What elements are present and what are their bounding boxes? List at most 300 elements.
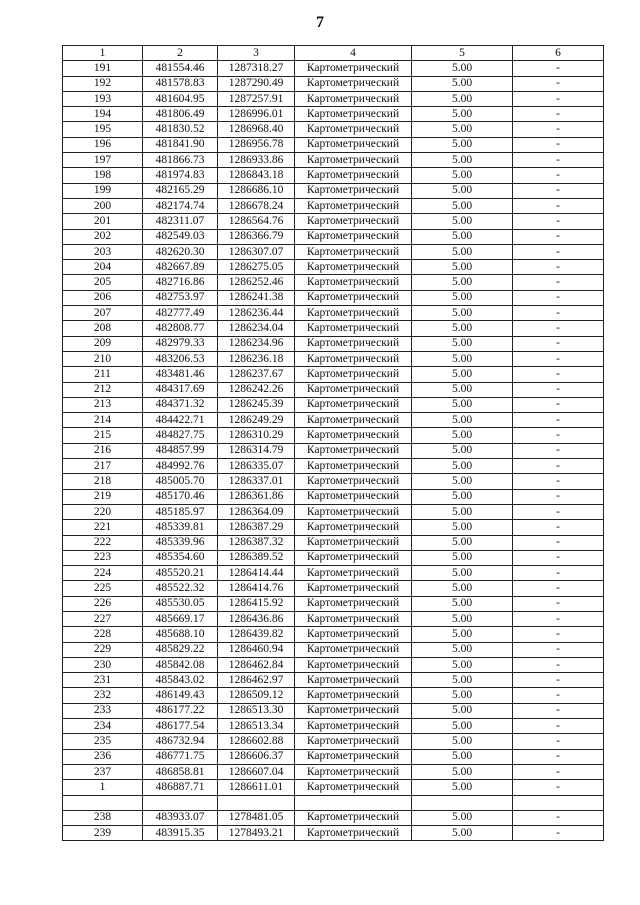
table-cell: 1286513.34 [218, 719, 295, 734]
table-cell: Картометрический [295, 504, 412, 519]
table-cell: 484317.69 [143, 382, 218, 397]
table-row [63, 489, 604, 504]
table-cell: 1286387.32 [218, 535, 295, 550]
table-cell: 483206.53 [143, 351, 218, 366]
table-cell: 481604.95 [143, 91, 218, 106]
table-cell: 1286686.10 [218, 183, 295, 198]
table-cell: Картометрический [295, 229, 412, 244]
table-cell: 5.00 [412, 428, 513, 443]
table-cell [412, 795, 513, 810]
table-cell: 1278493.21 [218, 826, 295, 841]
table-cell: - [513, 413, 604, 428]
table-row [63, 382, 604, 397]
table-cell: 5.00 [412, 520, 513, 535]
table-row [63, 673, 604, 688]
table-cell: - [513, 198, 604, 213]
table-row [63, 688, 604, 703]
table-cell: 5.00 [412, 719, 513, 734]
table-cell: Картометрический [295, 397, 412, 412]
table-cell: Картометрический [295, 153, 412, 168]
table-cell: 5.00 [412, 244, 513, 259]
table-row [63, 198, 604, 213]
table-row [63, 168, 604, 183]
table-row [63, 76, 604, 91]
table-cell: 1286996.01 [218, 107, 295, 122]
table-cell: Картометрический [295, 719, 412, 734]
table-cell: 5.00 [412, 764, 513, 779]
table-cell: Картометрический [295, 826, 412, 841]
table-cell: 5.00 [412, 566, 513, 581]
table-cell: 5.00 [412, 137, 513, 152]
table-cell: 5.00 [412, 336, 513, 351]
table-row [63, 826, 604, 841]
column-header: 5 [412, 46, 513, 61]
table-cell: - [513, 734, 604, 749]
table-row [63, 627, 604, 642]
table-cell: 199 [63, 183, 143, 198]
table-cell: 5.00 [412, 91, 513, 106]
table-cell: Картометрический [295, 749, 412, 764]
table-cell: 1286307.07 [218, 244, 295, 259]
table-cell: 5.00 [412, 810, 513, 825]
table-cell: - [513, 229, 604, 244]
table-cell: 481554.46 [143, 61, 218, 76]
table-row [63, 244, 604, 259]
table-cell: - [513, 428, 604, 443]
table-cell: 225 [63, 581, 143, 596]
table-cell: 5.00 [412, 351, 513, 366]
table-cell: Картометрический [295, 168, 412, 183]
table-cell: 1286252.46 [218, 275, 295, 290]
table-row [63, 734, 604, 749]
table-cell: 485522.32 [143, 581, 218, 596]
table-cell: 210 [63, 351, 143, 366]
table-cell: - [513, 321, 604, 336]
table-cell: Картометрический [295, 382, 412, 397]
table-header-row [63, 46, 604, 61]
table-cell: Картометрический [295, 76, 412, 91]
table-cell: 481806.49 [143, 107, 218, 122]
table-row [63, 719, 604, 734]
table-cell: 195 [63, 122, 143, 137]
table-cell: Картометрический [295, 780, 412, 795]
table-cell: - [513, 474, 604, 489]
column-header: 1 [63, 46, 143, 61]
table-cell: 196 [63, 137, 143, 152]
table-row [63, 153, 604, 168]
table-cell: Картометрический [295, 596, 412, 611]
table-cell: - [513, 367, 604, 382]
table-cell: 486858.81 [143, 764, 218, 779]
table-cell: 1286314.79 [218, 443, 295, 458]
table-cell: 482174.74 [143, 198, 218, 213]
table-cell: 485005.70 [143, 474, 218, 489]
table-cell: 1286607.04 [218, 764, 295, 779]
table-cell: Картометрический [295, 107, 412, 122]
table-cell: 485530.05 [143, 596, 218, 611]
table-cell: 230 [63, 657, 143, 672]
table-cell: 1286602.88 [218, 734, 295, 749]
table-cell: 481841.90 [143, 137, 218, 152]
table-row [63, 504, 604, 519]
table-cell: 1286234.96 [218, 336, 295, 351]
table-cell: Картометрический [295, 275, 412, 290]
table-cell: 5.00 [412, 229, 513, 244]
table-row [63, 810, 604, 825]
table-cell: 229 [63, 642, 143, 657]
table-row [63, 290, 604, 305]
table-cell: 484992.76 [143, 459, 218, 474]
table-cell: 5.00 [412, 611, 513, 626]
table-cell: 5.00 [412, 504, 513, 519]
table-cell: Картометрический [295, 183, 412, 198]
table-cell: 481830.52 [143, 122, 218, 137]
table-cell: - [513, 275, 604, 290]
table-cell: Картометрический [295, 137, 412, 152]
table-row [63, 413, 604, 428]
table-cell: 227 [63, 611, 143, 626]
table-cell: Картометрический [295, 764, 412, 779]
table-cell: 5.00 [412, 489, 513, 504]
table-cell: Картометрический [295, 520, 412, 535]
table-cell: 1286460.94 [218, 642, 295, 657]
table-cell: 218 [63, 474, 143, 489]
table-cell: - [513, 657, 604, 672]
table-cell: 1286249.29 [218, 413, 295, 428]
table-cell: Картометрический [295, 489, 412, 504]
table-cell: 1286234.04 [218, 321, 295, 336]
table-cell: 204 [63, 260, 143, 275]
table-cell: 5.00 [412, 413, 513, 428]
table-cell: 482753.97 [143, 290, 218, 305]
table-cell: Картометрический [295, 336, 412, 351]
table-cell: - [513, 504, 604, 519]
page-number: 7 [316, 14, 324, 31]
table-cell: 5.00 [412, 734, 513, 749]
table-cell: 482311.07 [143, 214, 218, 229]
table-cell: 484827.75 [143, 428, 218, 443]
table-row [63, 611, 604, 626]
table-cell: 486732.94 [143, 734, 218, 749]
table-cell: 1286462.97 [218, 673, 295, 688]
table-cell: 486177.54 [143, 719, 218, 734]
table-cell: 5.00 [412, 642, 513, 657]
table-row [63, 122, 604, 137]
table-cell: 239 [63, 826, 143, 841]
table-cell: 486887.71 [143, 780, 218, 795]
table-cell: 485170.46 [143, 489, 218, 504]
table-cell: Картометрический [295, 61, 412, 76]
table-cell: 193 [63, 91, 143, 106]
table-cell: 224 [63, 566, 143, 581]
table-cell: 1286956.78 [218, 137, 295, 152]
table-cell: 5.00 [412, 321, 513, 336]
table-cell: - [513, 168, 604, 183]
table-cell: 5.00 [412, 474, 513, 489]
table-cell: 485354.60 [143, 550, 218, 565]
table-cell: - [513, 183, 604, 198]
table-cell: 486771.75 [143, 749, 218, 764]
table-cell: 1286364.09 [218, 504, 295, 519]
table-cell: 1286241.38 [218, 290, 295, 305]
table-cell: 1286414.76 [218, 581, 295, 596]
table-row [63, 795, 604, 810]
table-cell: - [513, 260, 604, 275]
table-cell: 232 [63, 688, 143, 703]
table-cell: 1286462.84 [218, 657, 295, 672]
table-cell: 5.00 [412, 673, 513, 688]
table-cell: - [513, 703, 604, 718]
table-cell: 1286414.44 [218, 566, 295, 581]
table-cell: 1286933.86 [218, 153, 295, 168]
table-row [63, 749, 604, 764]
table-cell: - [513, 627, 604, 642]
table-cell: 1286236.44 [218, 306, 295, 321]
table-cell: 5.00 [412, 168, 513, 183]
table-cell: - [513, 611, 604, 626]
table-cell: - [513, 351, 604, 366]
table-cell: 484857.99 [143, 443, 218, 458]
table-cell: 485688.10 [143, 627, 218, 642]
table-cell: - [513, 76, 604, 91]
column-header: 3 [218, 46, 295, 61]
table-cell: 222 [63, 535, 143, 550]
table-cell: 5.00 [412, 703, 513, 718]
table-cell [295, 795, 412, 810]
table-cell: 1287257.91 [218, 91, 295, 106]
table-cell [218, 795, 295, 810]
table-cell: - [513, 290, 604, 305]
table-cell: 1286439.82 [218, 627, 295, 642]
table-cell: 211 [63, 367, 143, 382]
table-cell: 1286843.18 [218, 168, 295, 183]
table-cell: 214 [63, 413, 143, 428]
table-cell: Картометрический [295, 260, 412, 275]
table-cell: 192 [63, 76, 143, 91]
table-cell: Картометрический [295, 428, 412, 443]
table-cell: 1286678.24 [218, 198, 295, 213]
table-cell: 1286387.29 [218, 520, 295, 535]
table-cell [513, 795, 604, 810]
table-cell: - [513, 91, 604, 106]
table-row [63, 764, 604, 779]
table-cell: Картометрический [295, 321, 412, 336]
table-row [63, 137, 604, 152]
table-row [63, 351, 604, 366]
table-cell: 483933.07 [143, 810, 218, 825]
table-cell: Картометрический [295, 214, 412, 229]
table-row [63, 443, 604, 458]
table-cell: Картометрический [295, 413, 412, 428]
table-cell: 223 [63, 550, 143, 565]
table-cell: 5.00 [412, 382, 513, 397]
table-cell: 216 [63, 443, 143, 458]
table-cell: 5.00 [412, 306, 513, 321]
table-cell: - [513, 826, 604, 841]
table-cell: 481974.83 [143, 168, 218, 183]
table-cell: 1286236.18 [218, 351, 295, 366]
table-cell: 5.00 [412, 581, 513, 596]
table-cell: Картометрический [295, 459, 412, 474]
coordinates-table [62, 45, 604, 841]
table-cell: 1286611.01 [218, 780, 295, 795]
table-cell: - [513, 764, 604, 779]
table-row [63, 107, 604, 122]
table-cell: 485669.17 [143, 611, 218, 626]
table-cell: 5.00 [412, 107, 513, 122]
table-cell: 5.00 [412, 596, 513, 611]
table-row [63, 260, 604, 275]
table-cell: Картометрический [295, 474, 412, 489]
table-cell: Картометрический [295, 198, 412, 213]
table-cell: 484371.32 [143, 397, 218, 412]
table-cell: - [513, 489, 604, 504]
table-cell: - [513, 306, 604, 321]
table-cell: Картометрический [295, 581, 412, 596]
table-row [63, 642, 604, 657]
table-cell: - [513, 244, 604, 259]
table-cell: - [513, 581, 604, 596]
table-cell: 5.00 [412, 76, 513, 91]
table-cell: 5.00 [412, 122, 513, 137]
table-cell: 205 [63, 275, 143, 290]
table-cell: Картометрический [295, 657, 412, 672]
table-cell: 198 [63, 168, 143, 183]
table-cell: 482777.49 [143, 306, 218, 321]
table-cell: - [513, 137, 604, 152]
table-cell: 481578.83 [143, 76, 218, 91]
table-cell: 1286606.37 [218, 749, 295, 764]
table-cell: - [513, 336, 604, 351]
table-cell: 194 [63, 107, 143, 122]
table-cell: 482667.89 [143, 260, 218, 275]
table-row [63, 397, 604, 412]
table-cell: 1286335.07 [218, 459, 295, 474]
table-cell: 1286361.86 [218, 489, 295, 504]
table-cell: 1278481.05 [218, 810, 295, 825]
table-cell: 234 [63, 719, 143, 734]
table-cell: 1286415.92 [218, 596, 295, 611]
table-cell: Картометрический [295, 810, 412, 825]
table-row [63, 459, 604, 474]
table-cell: 1286436.86 [218, 611, 295, 626]
table-cell: 486149.43 [143, 688, 218, 703]
table-cell: 1286337.01 [218, 474, 295, 489]
table-cell: 236 [63, 749, 143, 764]
table-cell: - [513, 459, 604, 474]
table-cell: 5.00 [412, 627, 513, 642]
table-row [63, 566, 604, 581]
table-cell: 485339.96 [143, 535, 218, 550]
table-row [63, 321, 604, 336]
table-cell: 5.00 [412, 535, 513, 550]
table-cell: Картометрический [295, 703, 412, 718]
table-cell: - [513, 122, 604, 137]
column-header: 4 [295, 46, 412, 61]
table-cell: 5.00 [412, 260, 513, 275]
table-cell: 233 [63, 703, 143, 718]
table-cell: - [513, 107, 604, 122]
table-cell: Картометрический [295, 642, 412, 657]
table-cell: 226 [63, 596, 143, 611]
table-cell: 1286389.52 [218, 550, 295, 565]
table-cell: 1287318.27 [218, 61, 295, 76]
table-cell: 200 [63, 198, 143, 213]
table-cell: - [513, 520, 604, 535]
table-cell: 484422.71 [143, 413, 218, 428]
table-cell: 485829.22 [143, 642, 218, 657]
table-row [63, 183, 604, 198]
table-cell: 485843.02 [143, 673, 218, 688]
table-cell: 5.00 [412, 749, 513, 764]
table-cell: 1286242.26 [218, 382, 295, 397]
table-cell: 1287290.49 [218, 76, 295, 91]
table-cell: - [513, 566, 604, 581]
table-cell: 1286513.30 [218, 703, 295, 718]
table-cell: 486177.22 [143, 703, 218, 718]
table-row [63, 91, 604, 106]
table-cell: Картометрический [295, 351, 412, 366]
table-cell: Картометрический [295, 611, 412, 626]
table-cell: Картометрический [295, 550, 412, 565]
table-cell: 231 [63, 673, 143, 688]
table-cell: 483915.35 [143, 826, 218, 841]
table-row [63, 214, 604, 229]
table-cell: - [513, 153, 604, 168]
table-cell: - [513, 61, 604, 76]
table-cell: 208 [63, 321, 143, 336]
table-row [63, 229, 604, 244]
table-cell: Картометрический [295, 566, 412, 581]
table-cell: 1286968.40 [218, 122, 295, 137]
table-cell: - [513, 810, 604, 825]
table-cell: 5.00 [412, 826, 513, 841]
table-cell: 485185.97 [143, 504, 218, 519]
table-cell: Картометрический [295, 627, 412, 642]
table-row [63, 550, 604, 565]
table-cell: 206 [63, 290, 143, 305]
table-cell: 1 [63, 780, 143, 795]
table-cell: - [513, 719, 604, 734]
table-cell: 1286564.76 [218, 214, 295, 229]
table-cell: 481866.73 [143, 153, 218, 168]
table-cell: Картометрический [295, 535, 412, 550]
table-cell: - [513, 642, 604, 657]
table-cell: Картометрический [295, 688, 412, 703]
table-cell: 1286509.12 [218, 688, 295, 703]
table-cell: 217 [63, 459, 143, 474]
table-cell: 5.00 [412, 397, 513, 412]
table-cell: 485520.21 [143, 566, 218, 581]
table-cell: 482979.33 [143, 336, 218, 351]
table-cell: 201 [63, 214, 143, 229]
table-cell: 5.00 [412, 443, 513, 458]
table-cell: 213 [63, 397, 143, 412]
table-cell: Картометрический [295, 122, 412, 137]
table-cell: 5.00 [412, 275, 513, 290]
table-cell: 5.00 [412, 198, 513, 213]
table-row [63, 275, 604, 290]
table-cell: 197 [63, 153, 143, 168]
table-cell: 5.00 [412, 61, 513, 76]
table-cell: 482716.86 [143, 275, 218, 290]
table-cell: 209 [63, 336, 143, 351]
table-cell: 483481.46 [143, 367, 218, 382]
table-cell: 5.00 [412, 367, 513, 382]
table-row [63, 61, 604, 76]
table-row [63, 657, 604, 672]
table-cell: - [513, 382, 604, 397]
